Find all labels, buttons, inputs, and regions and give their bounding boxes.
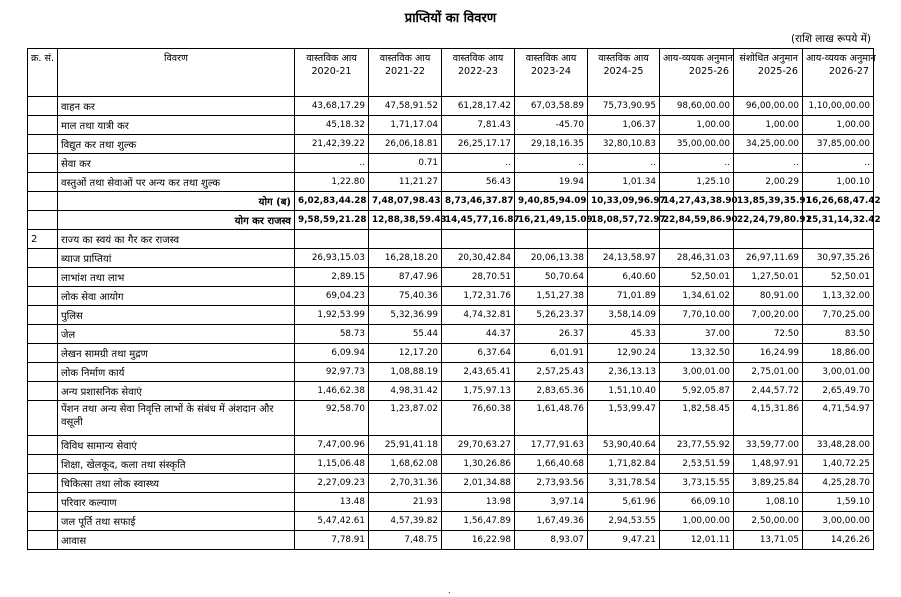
value-cell: 30,97,35.26 bbox=[803, 249, 874, 268]
serial-number-cell bbox=[28, 192, 58, 211]
value-cell bbox=[295, 230, 369, 249]
value-cell: 20,06,13.38 bbox=[515, 249, 588, 268]
table-row bbox=[28, 455, 874, 474]
value-cell: 7,48,07,98.43 bbox=[369, 192, 442, 211]
value-cell: 1,40,72.25 bbox=[803, 455, 874, 474]
value-cell: -45.70 bbox=[515, 116, 588, 135]
description-cell: योग (ब) bbox=[58, 192, 295, 211]
header-label: वास्तविक आय bbox=[598, 53, 649, 64]
value-cell: 28,70.51 bbox=[442, 268, 515, 287]
value-cell: .. bbox=[660, 154, 734, 173]
total-row bbox=[28, 211, 874, 230]
serial-number-cell bbox=[28, 268, 58, 287]
value-cell: 7,78.91 bbox=[295, 531, 369, 550]
value-cell: 2,01,34.88 bbox=[442, 474, 515, 493]
value-cell: 1,71,17.04 bbox=[369, 116, 442, 135]
value-cell: 45.33 bbox=[588, 325, 660, 344]
value-cell: 69,04.23 bbox=[295, 287, 369, 306]
value-cell: 72.50 bbox=[734, 325, 803, 344]
value-cell: 83.50 bbox=[803, 325, 874, 344]
table-row bbox=[28, 325, 874, 344]
value-cell: 4,25,28.70 bbox=[803, 474, 874, 493]
value-cell: 16,22.98 bbox=[442, 531, 515, 550]
description-cell: पुलिस bbox=[58, 306, 295, 325]
header-actual-2022-23 bbox=[442, 49, 515, 97]
value-cell: 26,97,11.69 bbox=[734, 249, 803, 268]
serial-number-cell bbox=[28, 401, 58, 436]
header-label: वास्तविक आय bbox=[306, 53, 357, 64]
value-cell: 6,02,83,44.28 bbox=[295, 192, 369, 211]
value-cell: 9,40,85,94.09 bbox=[515, 192, 588, 211]
table-row bbox=[28, 436, 874, 455]
value-cell: 7,00,20.00 bbox=[734, 306, 803, 325]
value-cell: 1,01.34 bbox=[588, 173, 660, 192]
value-cell: 2,50,00.00 bbox=[734, 512, 803, 531]
description-cell: आवास bbox=[58, 531, 295, 550]
value-cell: 1,08.10 bbox=[734, 493, 803, 512]
value-cell: 29,18,16.35 bbox=[515, 135, 588, 154]
table-row bbox=[28, 287, 874, 306]
value-cell: 13,71.05 bbox=[734, 531, 803, 550]
table-row bbox=[28, 135, 874, 154]
value-cell: 21,42,39.22 bbox=[295, 135, 369, 154]
header-label: वास्तविक आय bbox=[452, 53, 504, 64]
value-cell: 1,92,53.99 bbox=[295, 306, 369, 325]
value-cell: 1,00.10 bbox=[803, 173, 874, 192]
serial-number-cell bbox=[28, 325, 58, 344]
value-cell: 1,34,61.02 bbox=[660, 287, 734, 306]
value-cell: 28,46,31.03 bbox=[660, 249, 734, 268]
value-cell: 21.93 bbox=[369, 493, 442, 512]
value-cell bbox=[803, 230, 874, 249]
value-cell: 2,57,25.43 bbox=[515, 363, 588, 382]
value-cell: 20,30,42.84 bbox=[442, 249, 515, 268]
description-cell: विद्युत कर तथा शुल्क bbox=[58, 135, 295, 154]
value-cell: 1,61,48.76 bbox=[515, 401, 588, 436]
value-cell: 80,91.00 bbox=[734, 287, 803, 306]
value-cell: 16,28,18.20 bbox=[369, 249, 442, 268]
description-cell: सेवा कर bbox=[58, 154, 295, 173]
serial-number-cell bbox=[28, 531, 58, 550]
value-cell: 4,74,32.81 bbox=[442, 306, 515, 325]
value-cell: 7,48.75 bbox=[369, 531, 442, 550]
value-cell: 87,47.96 bbox=[369, 268, 442, 287]
value-cell: 16,21,49,15.09 bbox=[515, 211, 588, 230]
value-cell: 1,82,58.45 bbox=[660, 401, 734, 436]
value-cell: 13.48 bbox=[295, 493, 369, 512]
header-revised-estimate-2025-26 bbox=[734, 49, 803, 97]
value-cell: 12,01.11 bbox=[660, 531, 734, 550]
header-year: 2024-25 bbox=[603, 66, 644, 77]
value-cell: 1,22.80 bbox=[295, 173, 369, 192]
value-cell: 44.37 bbox=[442, 325, 515, 344]
header-label: वास्तविक आय bbox=[525, 53, 577, 64]
header-actual-2024-25 bbox=[588, 49, 660, 97]
header-actual-2020-21 bbox=[295, 49, 369, 97]
value-cell: 26.37 bbox=[515, 325, 588, 344]
value-cell: 29,70,63.27 bbox=[442, 436, 515, 455]
value-cell: 1,15,06.48 bbox=[295, 455, 369, 474]
value-cell: 7,70,10.00 bbox=[660, 306, 734, 325]
value-cell: 2,44,57.72 bbox=[734, 382, 803, 401]
value-cell: 4,15,31.86 bbox=[734, 401, 803, 436]
serial-number-cell bbox=[28, 512, 58, 531]
description-cell: पेंशन तथा अन्य सेवा निवृत्ति लाभों के संबंध में अंशदान और वसूली bbox=[58, 401, 295, 436]
value-cell: 75,40.36 bbox=[369, 287, 442, 306]
description-cell: लोक निर्माण कार्य bbox=[58, 363, 295, 382]
header-budget-estimate-2026-27 bbox=[803, 49, 874, 97]
value-cell: 2,75,01.00 bbox=[734, 363, 803, 382]
description-cell: लोक सेवा आयोग bbox=[58, 287, 295, 306]
value-cell: 16,26,68,47.42 bbox=[803, 192, 874, 211]
value-cell: 2,53,51.59 bbox=[660, 455, 734, 474]
value-cell: .. bbox=[588, 154, 660, 173]
header-serial-number: क्र. सं. bbox=[28, 49, 58, 97]
value-cell: .. bbox=[515, 154, 588, 173]
value-cell: 2,89.15 bbox=[295, 268, 369, 287]
header-label: आय-व्ययक अनुमान bbox=[806, 53, 876, 64]
value-cell: 22,24,79,80.91 bbox=[734, 211, 803, 230]
value-cell: 5,47,42.61 bbox=[295, 512, 369, 531]
header-description: विवरण bbox=[58, 49, 295, 97]
value-cell: 52,50.01 bbox=[660, 268, 734, 287]
table-row bbox=[28, 306, 874, 325]
value-cell: 1,13,32.00 bbox=[803, 287, 874, 306]
value-cell: 16,24.99 bbox=[734, 344, 803, 363]
value-cell: 34,25,00.00 bbox=[734, 135, 803, 154]
value-cell: 37,85,00.00 bbox=[803, 135, 874, 154]
value-cell: 5,61.96 bbox=[588, 493, 660, 512]
value-cell: 37.00 bbox=[660, 325, 734, 344]
value-cell: 1,71,82.84 bbox=[588, 455, 660, 474]
description-cell: माल तथा यात्री कर bbox=[58, 116, 295, 135]
value-cell: 47,58,91.52 bbox=[369, 97, 442, 116]
value-cell: 35,00,00.00 bbox=[660, 135, 734, 154]
description-cell: विविध सामान्य सेवाएं bbox=[58, 436, 295, 455]
value-cell: 3,31,78.54 bbox=[588, 474, 660, 493]
description-cell: वस्तुओं तथा सेवाओं पर अन्य कर तथा शुल्क bbox=[58, 173, 295, 192]
value-cell: 7,81.43 bbox=[442, 116, 515, 135]
value-cell: .. bbox=[803, 154, 874, 173]
table-row bbox=[28, 531, 874, 550]
value-cell: 33,59,77.00 bbox=[734, 436, 803, 455]
value-cell: 25,31,14,32.42 bbox=[803, 211, 874, 230]
description-cell: जल पूर्ति तथा सफाई bbox=[58, 512, 295, 531]
header-year: 2022-23 bbox=[457, 66, 499, 77]
table-row bbox=[28, 474, 874, 493]
value-cell: 23,77,55.92 bbox=[660, 436, 734, 455]
page-title: प्राप्तियों का विवरण bbox=[404, 11, 497, 26]
value-cell: 1,66,40.68 bbox=[515, 455, 588, 474]
value-cell: 1,72,31.76 bbox=[442, 287, 515, 306]
value-cell: 18,86.00 bbox=[803, 344, 874, 363]
value-cell: 1,59.10 bbox=[803, 493, 874, 512]
value-cell: .. bbox=[734, 154, 803, 173]
serial-number-cell bbox=[28, 306, 58, 325]
value-cell: 2,27,09.23 bbox=[295, 474, 369, 493]
table-row bbox=[28, 154, 874, 173]
value-cell: 26,06,18.81 bbox=[369, 135, 442, 154]
value-cell: 4,71,54.97 bbox=[803, 401, 874, 436]
value-cell: 19.94 bbox=[515, 173, 588, 192]
serial-number-cell bbox=[28, 382, 58, 401]
value-cell: 1,53,99.47 bbox=[588, 401, 660, 436]
value-cell: 14,27,43,38.90 bbox=[660, 192, 734, 211]
description-cell: वाहन कर bbox=[58, 97, 295, 116]
total-row bbox=[28, 192, 874, 211]
value-cell: 2,94,53.55 bbox=[588, 512, 660, 531]
value-cell: 2,36,13.13 bbox=[588, 363, 660, 382]
value-cell: 1,75,97.13 bbox=[442, 382, 515, 401]
value-cell: 61,28,17.42 bbox=[442, 97, 515, 116]
table-row bbox=[28, 382, 874, 401]
value-cell: 12,88,38,59.43 bbox=[369, 211, 442, 230]
value-cell: 4,57,39.82 bbox=[369, 512, 442, 531]
value-cell: 96,00,00.00 bbox=[734, 97, 803, 116]
value-cell: 13,85,39,35.91 bbox=[734, 192, 803, 211]
value-cell: .. bbox=[295, 154, 369, 173]
value-cell: 3,00,00.00 bbox=[803, 512, 874, 531]
value-cell: 1,30,26.86 bbox=[442, 455, 515, 474]
value-cell: 6,40.60 bbox=[588, 268, 660, 287]
value-cell: 1,23,87.02 bbox=[369, 401, 442, 436]
table-row bbox=[28, 268, 874, 287]
value-cell: 98,60,00.00 bbox=[660, 97, 734, 116]
value-cell: 7,70,25.00 bbox=[803, 306, 874, 325]
table-row bbox=[28, 97, 874, 116]
value-cell: 2,73,93.56 bbox=[515, 474, 588, 493]
header-year: 2021-22 bbox=[384, 66, 426, 77]
value-cell: 1,51,10.40 bbox=[588, 382, 660, 401]
value-cell: 52,50.01 bbox=[803, 268, 874, 287]
value-cell: 4,98,31.42 bbox=[369, 382, 442, 401]
description-cell: राज्य का स्वयं का गैर कर राजस्व bbox=[58, 230, 295, 249]
value-cell: 76,60.38 bbox=[442, 401, 515, 436]
serial-number-cell bbox=[28, 474, 58, 493]
header-label: आय-व्ययक अनुमान bbox=[663, 53, 733, 64]
page-dot: . bbox=[448, 586, 451, 595]
value-cell: 92,58.70 bbox=[295, 401, 369, 436]
value-cell: 11,21.27 bbox=[369, 173, 442, 192]
value-cell: 53,90,40.64 bbox=[588, 436, 660, 455]
value-cell: 14,45,77,16.87 bbox=[442, 211, 515, 230]
value-cell: 12,90.24 bbox=[588, 344, 660, 363]
table-row bbox=[28, 249, 874, 268]
value-cell: 2,83,65.36 bbox=[515, 382, 588, 401]
value-cell: 3,97.14 bbox=[515, 493, 588, 512]
description-cell: जेल bbox=[58, 325, 295, 344]
value-cell bbox=[660, 230, 734, 249]
table-body bbox=[28, 97, 881, 550]
description-cell: परिवार कल्याण bbox=[58, 493, 295, 512]
value-cell: 2,00.29 bbox=[734, 173, 803, 192]
header-label: संशोधित अनुमान bbox=[739, 53, 798, 64]
serial-number-cell bbox=[28, 287, 58, 306]
value-cell: 71,01.89 bbox=[588, 287, 660, 306]
value-cell: 9,58,59,21.28 bbox=[295, 211, 369, 230]
unit-note: (राशि लाख रूपये में) bbox=[791, 33, 871, 45]
value-cell: 2,43,65.41 bbox=[442, 363, 515, 382]
value-cell bbox=[442, 230, 515, 249]
value-cell: 18,08,57,72.97 bbox=[588, 211, 660, 230]
value-cell: 9,47.21 bbox=[588, 531, 660, 550]
value-cell: 3,89,25.84 bbox=[734, 474, 803, 493]
serial-number-cell bbox=[28, 211, 58, 230]
value-cell: 5,26,23.37 bbox=[515, 306, 588, 325]
serial-number-cell bbox=[28, 249, 58, 268]
value-cell: 1,25.10 bbox=[660, 173, 734, 192]
value-cell: 1,68,62.08 bbox=[369, 455, 442, 474]
value-cell: 1,00.00 bbox=[803, 116, 874, 135]
value-cell: 14,26.26 bbox=[803, 531, 874, 550]
value-cell: 1,00,00.00 bbox=[660, 512, 734, 531]
serial-number-cell bbox=[28, 173, 58, 192]
value-cell: 26,25,17.17 bbox=[442, 135, 515, 154]
table-row bbox=[28, 344, 874, 363]
value-cell: 45,18.32 bbox=[295, 116, 369, 135]
description-cell: ब्याज प्राप्तियां bbox=[58, 249, 295, 268]
value-cell: 3,58,14.09 bbox=[588, 306, 660, 325]
value-cell: 33,48,28.00 bbox=[803, 436, 874, 455]
header-year: 2020-21 bbox=[311, 66, 352, 77]
table-row bbox=[28, 493, 874, 512]
value-cell bbox=[588, 230, 660, 249]
value-cell: 24,13,58.97 bbox=[588, 249, 660, 268]
value-cell: 1,06.37 bbox=[588, 116, 660, 135]
value-cell: 2,70,31.36 bbox=[369, 474, 442, 493]
value-cell: 1,56,47.89 bbox=[442, 512, 515, 531]
header-label: वास्तविक आय bbox=[379, 53, 431, 64]
value-cell: 17,77,91.63 bbox=[515, 436, 588, 455]
header-year: 2026-27 bbox=[828, 66, 869, 77]
value-cell bbox=[734, 230, 803, 249]
serial-number-cell bbox=[28, 455, 58, 474]
value-cell: 6,01.91 bbox=[515, 344, 588, 363]
value-cell: 2,65,49.70 bbox=[803, 382, 874, 401]
value-cell: 1,48,97.91 bbox=[734, 455, 803, 474]
serial-number-cell bbox=[28, 344, 58, 363]
serial-number-cell bbox=[28, 493, 58, 512]
receipts-table bbox=[27, 48, 881, 550]
value-cell: 26,93,15.03 bbox=[295, 249, 369, 268]
value-cell: 66,09.10 bbox=[660, 493, 734, 512]
value-cell: 75,73,90.95 bbox=[588, 97, 660, 116]
value-cell: 25,91,41.18 bbox=[369, 436, 442, 455]
description-cell: चिकित्सा तथा लोक स्वास्थ्य bbox=[58, 474, 295, 493]
value-cell: 1,67,49.36 bbox=[515, 512, 588, 531]
section-row bbox=[28, 230, 874, 249]
description-cell: शिक्षा, खेलकूद, कला तथा संस्कृति bbox=[58, 455, 295, 474]
header-actual-2021-22 bbox=[369, 49, 442, 97]
value-cell: 12,17.20 bbox=[369, 344, 442, 363]
value-cell: 1,08,88.19 bbox=[369, 363, 442, 382]
value-cell: 5,92,05.87 bbox=[660, 382, 734, 401]
value-cell: 3,00,01.00 bbox=[660, 363, 734, 382]
value-cell: 0.71 bbox=[369, 154, 442, 173]
value-cell: 8,93.07 bbox=[515, 531, 588, 550]
value-cell: 1,46,62.38 bbox=[295, 382, 369, 401]
description-cell: लेखन सामग्री तथा मुद्रण bbox=[58, 344, 295, 363]
description-cell: लाभांश तथा लाभ bbox=[58, 268, 295, 287]
serial-number-cell bbox=[28, 154, 58, 173]
value-cell: 13.98 bbox=[442, 493, 515, 512]
value-cell: 3,00,01.00 bbox=[803, 363, 874, 382]
serial-number-cell bbox=[28, 97, 58, 116]
value-cell: 1,27,50.01 bbox=[734, 268, 803, 287]
header-year: 2025-26 bbox=[757, 66, 798, 77]
table-row bbox=[28, 116, 874, 135]
value-cell: 10,33,09,96.97 bbox=[588, 192, 660, 211]
table-row bbox=[28, 512, 874, 531]
value-cell: 92,97.73 bbox=[295, 363, 369, 382]
value-cell: 1,51,27.38 bbox=[515, 287, 588, 306]
value-cell: 6,09.94 bbox=[295, 344, 369, 363]
description-cell: अन्य प्रशासनिक सेवाएं bbox=[58, 382, 295, 401]
header-budget-estimate-2025-26 bbox=[660, 49, 734, 97]
value-cell: 22,84,59,86.90 bbox=[660, 211, 734, 230]
value-cell: 7,47,00.96 bbox=[295, 436, 369, 455]
table-row bbox=[28, 173, 874, 192]
value-cell: 8,73,46,37.87 bbox=[442, 192, 515, 211]
header-year: 2025-26 bbox=[688, 66, 729, 77]
header-actual-2023-24 bbox=[515, 49, 588, 97]
serial-number-cell bbox=[28, 363, 58, 382]
value-cell: 5,32,36.99 bbox=[369, 306, 442, 325]
serial-number-cell bbox=[28, 436, 58, 455]
header-row bbox=[28, 49, 874, 97]
serial-number-cell: 2 bbox=[28, 230, 58, 249]
value-cell: 67,03,58.89 bbox=[515, 97, 588, 116]
header-year: 2023-24 bbox=[530, 66, 572, 77]
value-cell: .. bbox=[442, 154, 515, 173]
value-cell: 32,80,10.83 bbox=[588, 135, 660, 154]
value-cell: 56.43 bbox=[442, 173, 515, 192]
value-cell: 50,70.64 bbox=[515, 268, 588, 287]
table-row bbox=[28, 363, 874, 382]
value-cell bbox=[515, 230, 588, 249]
serial-number-cell bbox=[28, 135, 58, 154]
value-cell: 1,00.00 bbox=[734, 116, 803, 135]
value-cell: 3,73,15.55 bbox=[660, 474, 734, 493]
value-cell bbox=[369, 230, 442, 249]
value-cell: 55.44 bbox=[369, 325, 442, 344]
value-cell: 13,32.50 bbox=[660, 344, 734, 363]
value-cell: 1,10,00,00.00 bbox=[803, 97, 874, 116]
serial-number-cell bbox=[28, 116, 58, 135]
table-row bbox=[28, 401, 874, 436]
value-cell: 1,00.00 bbox=[660, 116, 734, 135]
value-cell: 58.73 bbox=[295, 325, 369, 344]
value-cell: 6,37.64 bbox=[442, 344, 515, 363]
value-cell: 43,68,17.29 bbox=[295, 97, 369, 116]
description-cell: योग कर राजस्व bbox=[58, 211, 295, 230]
